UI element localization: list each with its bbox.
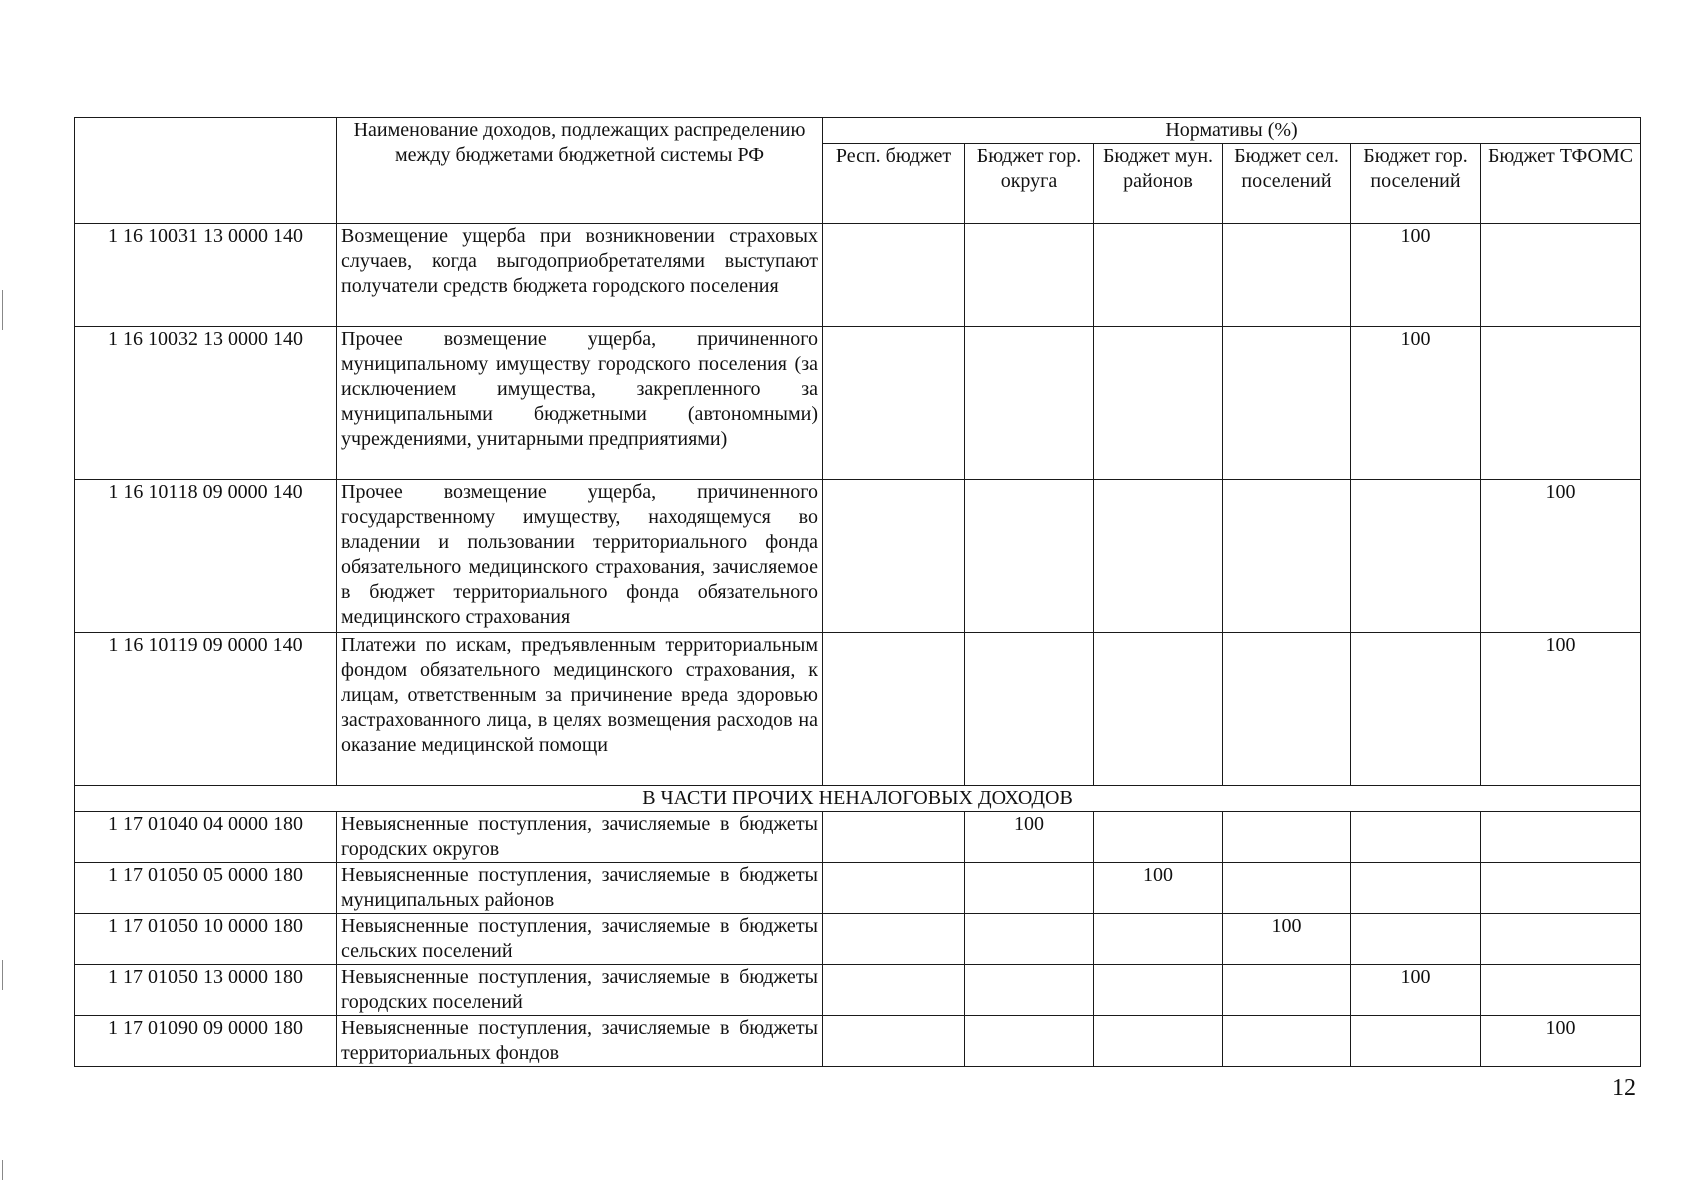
value-cell bbox=[1094, 224, 1223, 327]
value-cell bbox=[1223, 224, 1351, 327]
value-cell: 100 bbox=[1351, 327, 1481, 480]
value-cell bbox=[823, 633, 965, 786]
value-cell: 100 bbox=[1481, 1016, 1641, 1067]
col-header-municipal-district-budget: Бюджет мун. районов bbox=[1094, 144, 1223, 224]
value-cell bbox=[823, 1016, 965, 1067]
row-name: Невыясненные поступления, зачисляемые в бюджеты муниципальных районов bbox=[337, 863, 823, 914]
row-name: Прочее возмещение ущерба, причиненного государственному имуществу, находящемуся во владении и пользовании территориального фонда обязательного медицинского страхования, зачисляемое в бюджет территориального фонда обязательного медицинского страхования bbox=[337, 480, 823, 633]
value-cell: 100 bbox=[1094, 863, 1223, 914]
value-cell bbox=[823, 965, 965, 1016]
value-cell bbox=[1351, 480, 1481, 633]
row-code: 1 17 01050 13 0000 180 bbox=[75, 965, 337, 1016]
value-cell bbox=[1481, 224, 1641, 327]
col-header-city-district-budget: Бюджет гор. округа bbox=[965, 144, 1094, 224]
value-cell bbox=[1094, 1016, 1223, 1067]
value-cell: 100 bbox=[1481, 480, 1641, 633]
value-cell bbox=[1351, 863, 1481, 914]
value-cell bbox=[1094, 633, 1223, 786]
col-header-urban-settlement-budget: Бюджет гор. поселений bbox=[1351, 144, 1481, 224]
row-name: Невыясненные поступления, зачисляемые в бюджеты городских округов bbox=[337, 812, 823, 863]
value-cell: 100 bbox=[1223, 914, 1351, 965]
col-header-rural-settlement-budget: Бюджет сел. поселений bbox=[1223, 144, 1351, 224]
table-row bbox=[75, 1016, 1641, 1067]
section-title: В ЧАСТИ ПРОЧИХ НЕНАЛОГОВЫХ ДОХОДОВ bbox=[75, 786, 1641, 812]
code-column-header bbox=[75, 118, 337, 224]
row-name: Прочее возмещение ущерба, причиненного муниципальному имуществу городского поселения (за исключением имущества, закрепленного за муниципальными бюджетными (автономными) учреждениями, унитарными предприятиями) bbox=[337, 327, 823, 480]
row-code: 1 17 01050 05 0000 180 bbox=[75, 863, 337, 914]
value-cell: 100 bbox=[1481, 633, 1641, 786]
value-cell bbox=[823, 863, 965, 914]
table-row bbox=[75, 812, 1641, 863]
value-cell bbox=[965, 327, 1094, 480]
value-cell: 100 bbox=[1351, 965, 1481, 1016]
table-row bbox=[75, 965, 1641, 1016]
scan-edge-mark bbox=[2, 1160, 3, 1180]
row-name: Невыясненные поступления, зачисляемые в бюджеты территориальных фондов bbox=[337, 1016, 823, 1067]
value-cell bbox=[1094, 327, 1223, 480]
value-cell bbox=[1351, 633, 1481, 786]
table-row bbox=[75, 633, 1641, 786]
page-number: 12 bbox=[1612, 1075, 1636, 1101]
value-cell bbox=[1223, 1016, 1351, 1067]
row-name: Возмещение ущерба при возникновении страховых случаев, когда выгодоприобретателями выступают получатели средств бюджета городского поселения bbox=[337, 224, 823, 327]
value-cell bbox=[1351, 812, 1481, 863]
value-cell bbox=[1094, 965, 1223, 1016]
value-cell bbox=[965, 914, 1094, 965]
row-code: 1 17 01090 09 0000 180 bbox=[75, 1016, 337, 1067]
value-cell bbox=[1351, 1016, 1481, 1067]
table-row bbox=[75, 480, 1641, 633]
value-cell bbox=[1223, 863, 1351, 914]
value-cell bbox=[1481, 812, 1641, 863]
table-row bbox=[75, 327, 1641, 480]
table-row bbox=[75, 224, 1641, 327]
col-header-tfoms-budget: Бюджет ТФОМС bbox=[1481, 144, 1641, 224]
value-cell bbox=[1481, 914, 1641, 965]
value-cell bbox=[1481, 863, 1641, 914]
value-cell bbox=[1223, 812, 1351, 863]
value-cell bbox=[1223, 965, 1351, 1016]
row-name: Платежи по искам, предъявленным территориальным фондом обязательного медицинского страхования, к лицам, ответственным за причинение вреда здоровью застрахованного лица, в целях возмещения расходов на оказание медицинской помощи bbox=[337, 633, 823, 786]
value-cell bbox=[1094, 914, 1223, 965]
col-header-resp-budget: Респ. бюджет bbox=[823, 144, 965, 224]
row-code: 1 16 10118 09 0000 140 bbox=[75, 480, 337, 633]
norms-group-header: Нормативы (%) bbox=[823, 118, 1641, 144]
row-code: 1 16 10032 13 0000 140 bbox=[75, 327, 337, 480]
value-cell bbox=[965, 633, 1094, 786]
scan-edge-mark bbox=[2, 290, 3, 330]
row-code: 1 17 01050 10 0000 180 bbox=[75, 914, 337, 965]
table-row bbox=[75, 914, 1641, 965]
value-cell bbox=[1481, 965, 1641, 1016]
value-cell bbox=[1223, 480, 1351, 633]
value-cell bbox=[823, 224, 965, 327]
scan-edge-mark bbox=[2, 960, 3, 990]
value-cell bbox=[965, 965, 1094, 1016]
value-cell bbox=[965, 480, 1094, 633]
value-cell bbox=[965, 224, 1094, 327]
row-code: 1 17 01040 04 0000 180 bbox=[75, 812, 337, 863]
value-cell: 100 bbox=[965, 812, 1094, 863]
value-cell bbox=[1351, 914, 1481, 965]
value-cell bbox=[965, 1016, 1094, 1067]
row-code: 1 16 10119 09 0000 140 bbox=[75, 633, 337, 786]
revenue-distribution-table bbox=[74, 117, 1641, 1067]
row-name: Невыясненные поступления, зачисляемые в бюджеты городских поселений bbox=[337, 965, 823, 1016]
name-column-header: Наименование доходов, подлежащих распределению между бюджетами бюджетной системы РФ bbox=[337, 118, 823, 224]
value-cell bbox=[965, 863, 1094, 914]
section-row bbox=[75, 786, 1641, 812]
value-cell bbox=[823, 812, 965, 863]
header-row-top bbox=[75, 118, 1641, 144]
table-row bbox=[75, 863, 1641, 914]
value-cell bbox=[1223, 633, 1351, 786]
row-name: Невыясненные поступления, зачисляемые в бюджеты сельских поселений bbox=[337, 914, 823, 965]
value-cell bbox=[1094, 480, 1223, 633]
value-cell bbox=[1094, 812, 1223, 863]
row-code: 1 16 10031 13 0000 140 bbox=[75, 224, 337, 327]
value-cell bbox=[823, 914, 965, 965]
value-cell bbox=[823, 327, 965, 480]
value-cell bbox=[1223, 327, 1351, 480]
value-cell: 100 bbox=[1351, 224, 1481, 327]
value-cell bbox=[1481, 327, 1641, 480]
value-cell bbox=[823, 480, 965, 633]
